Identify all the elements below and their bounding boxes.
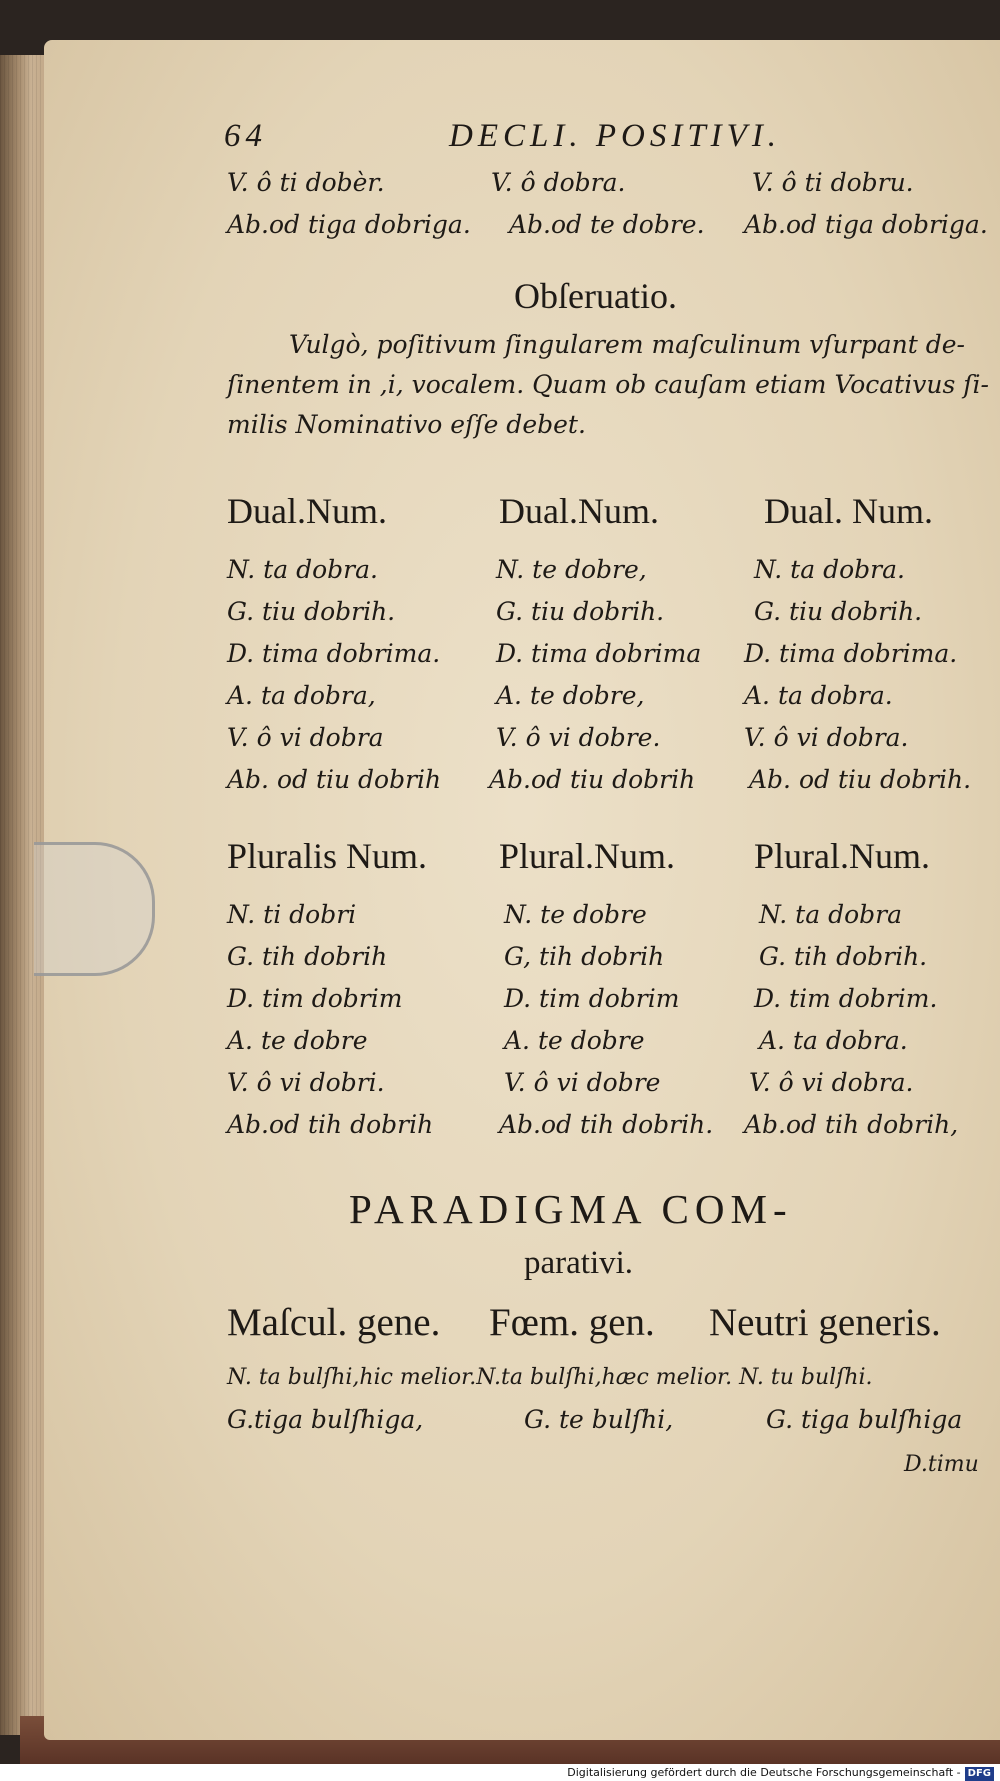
dual-cell: D. tima dobrima.	[227, 639, 441, 668]
dual-cell: V. ô vi dobra.	[744, 723, 909, 752]
dual-cell: G. tiu dobrih.	[227, 597, 396, 626]
dual-cell: D. tima dobrima	[496, 639, 702, 668]
plural-cell: Ab.od tih dobrih	[227, 1110, 434, 1139]
page-number: 64	[224, 118, 267, 154]
dual-cell: V. ô vi dobra	[227, 723, 384, 752]
comparativi-row-2-col-3: G. tiga bulſhiga	[766, 1405, 963, 1434]
observatio-line-2: ſinentem in ,i, vocalem. Quam ob cauſam etiam Vocativus ſi-	[227, 370, 989, 399]
plural-cell: G, tih dobrih	[504, 942, 665, 971]
plural-cell: D. tim dobrim	[227, 984, 403, 1013]
plural-cell: V. ô vi dobri.	[227, 1068, 385, 1097]
dual-cell: G. tiu dobrih.	[754, 597, 923, 626]
plural-cell: N. te dobre	[504, 900, 647, 929]
top-row-2-col-1: Ab.od tiga dobriga.	[227, 210, 471, 239]
plural-header-3: Plural.Num.	[754, 836, 930, 876]
dual-cell: A. te dobre,	[496, 681, 645, 710]
dual-cell: Ab.od tiu dobrih	[489, 765, 696, 794]
dual-cell: V. ô vi dobre.	[496, 723, 661, 752]
dual-header-3: Dual. Num.	[764, 491, 933, 531]
plural-cell: A. ta dobra.	[759, 1026, 908, 1055]
gender-header-1: Maſcul. gene.	[227, 1301, 441, 1344]
top-row-1-col-1: V. ô ti dobèr.	[227, 168, 385, 197]
top-row-2-col-2: Ab.od te dobre.	[509, 210, 705, 239]
plural-header-2: Plural.Num.	[499, 836, 675, 876]
plural-cell: G. tih dobrih	[227, 942, 388, 971]
plural-cell: A. te dobre	[227, 1026, 368, 1055]
plural-cell: N. ta dobra	[759, 900, 902, 929]
dual-cell: N. te dobre,	[496, 555, 647, 584]
gender-header-3: Neutri generis.	[709, 1301, 941, 1344]
dual-cell: Ab. od tiu dobrih.	[749, 765, 972, 794]
credit-text: Digitalisierung gefördert durch die Deutsche Forschungsgemeinschaft -	[567, 1766, 961, 1779]
top-row-2-col-3: Ab.od tiga dobriga.	[744, 210, 988, 239]
observatio-line-1: Vulgò, poſitivum ſingularem maſculinum vſurpant de-	[289, 330, 965, 359]
comparativi-row-1: N. ta bulſhi,hic melior.N.ta bulſhi,hæc melior. N. tu bulſhi.	[227, 1365, 873, 1390]
comparativi-row-2-col-1: G.tiga bulſhiga,	[227, 1405, 424, 1434]
dual-cell: D. tima dobrima.	[744, 639, 958, 668]
paradigma-title-cont: parativi.	[524, 1245, 634, 1281]
observatio-title: Obſeruatio.	[514, 276, 677, 316]
plural-cell: D. tim dobrim	[504, 984, 680, 1013]
dual-cell: G. tiu dobrih.	[496, 597, 665, 626]
top-row-1-col-2: V. ô dobra.	[491, 168, 626, 197]
plural-header-1: Pluralis Num.	[227, 836, 428, 876]
paradigma-title: PARADIGMA COM-	[349, 1186, 793, 1232]
book-page	[44, 40, 1000, 1740]
plural-cell: Ab.od tih dobrih,	[744, 1110, 959, 1139]
dfg-badge: DFG	[965, 1767, 994, 1781]
page-clip	[34, 842, 155, 976]
comparativi-row-3: D.timu	[904, 1452, 979, 1477]
top-row-1-col-3: V. ô ti dobru.	[752, 168, 914, 197]
plural-cell: D. tim dobrim.	[754, 984, 938, 1013]
digitization-credit	[0, 1764, 1000, 1781]
observatio-line-3: milis Nominativo eſſe debet.	[227, 410, 586, 439]
dual-cell: Ab. od tiu dobrih	[227, 765, 442, 794]
dual-cell: N. ta dobra.	[227, 555, 378, 584]
plural-cell: G. tih dobrih.	[759, 942, 928, 971]
gender-header-2: Fœm. gen.	[489, 1301, 655, 1344]
dual-cell: A. ta dobra.	[744, 681, 893, 710]
dual-header-1: Dual.Num.	[227, 491, 387, 531]
plural-cell: Ab.od tih dobrih.	[499, 1110, 714, 1139]
running-title: DECLI. POSITIVI.	[449, 118, 782, 154]
dual-header-2: Dual.Num.	[499, 491, 659, 531]
plural-cell: N. ti dobri	[227, 900, 357, 929]
comparativi-row-2-col-2: G. te bulſhi,	[524, 1405, 674, 1434]
plural-cell: A. te dobre	[504, 1026, 645, 1055]
plural-cell: V. ô vi dobre	[504, 1068, 661, 1097]
plural-cell: V. ô vi dobra.	[749, 1068, 914, 1097]
dual-cell: N. ta dobra.	[754, 555, 905, 584]
dual-cell: A. ta dobra,	[227, 681, 376, 710]
